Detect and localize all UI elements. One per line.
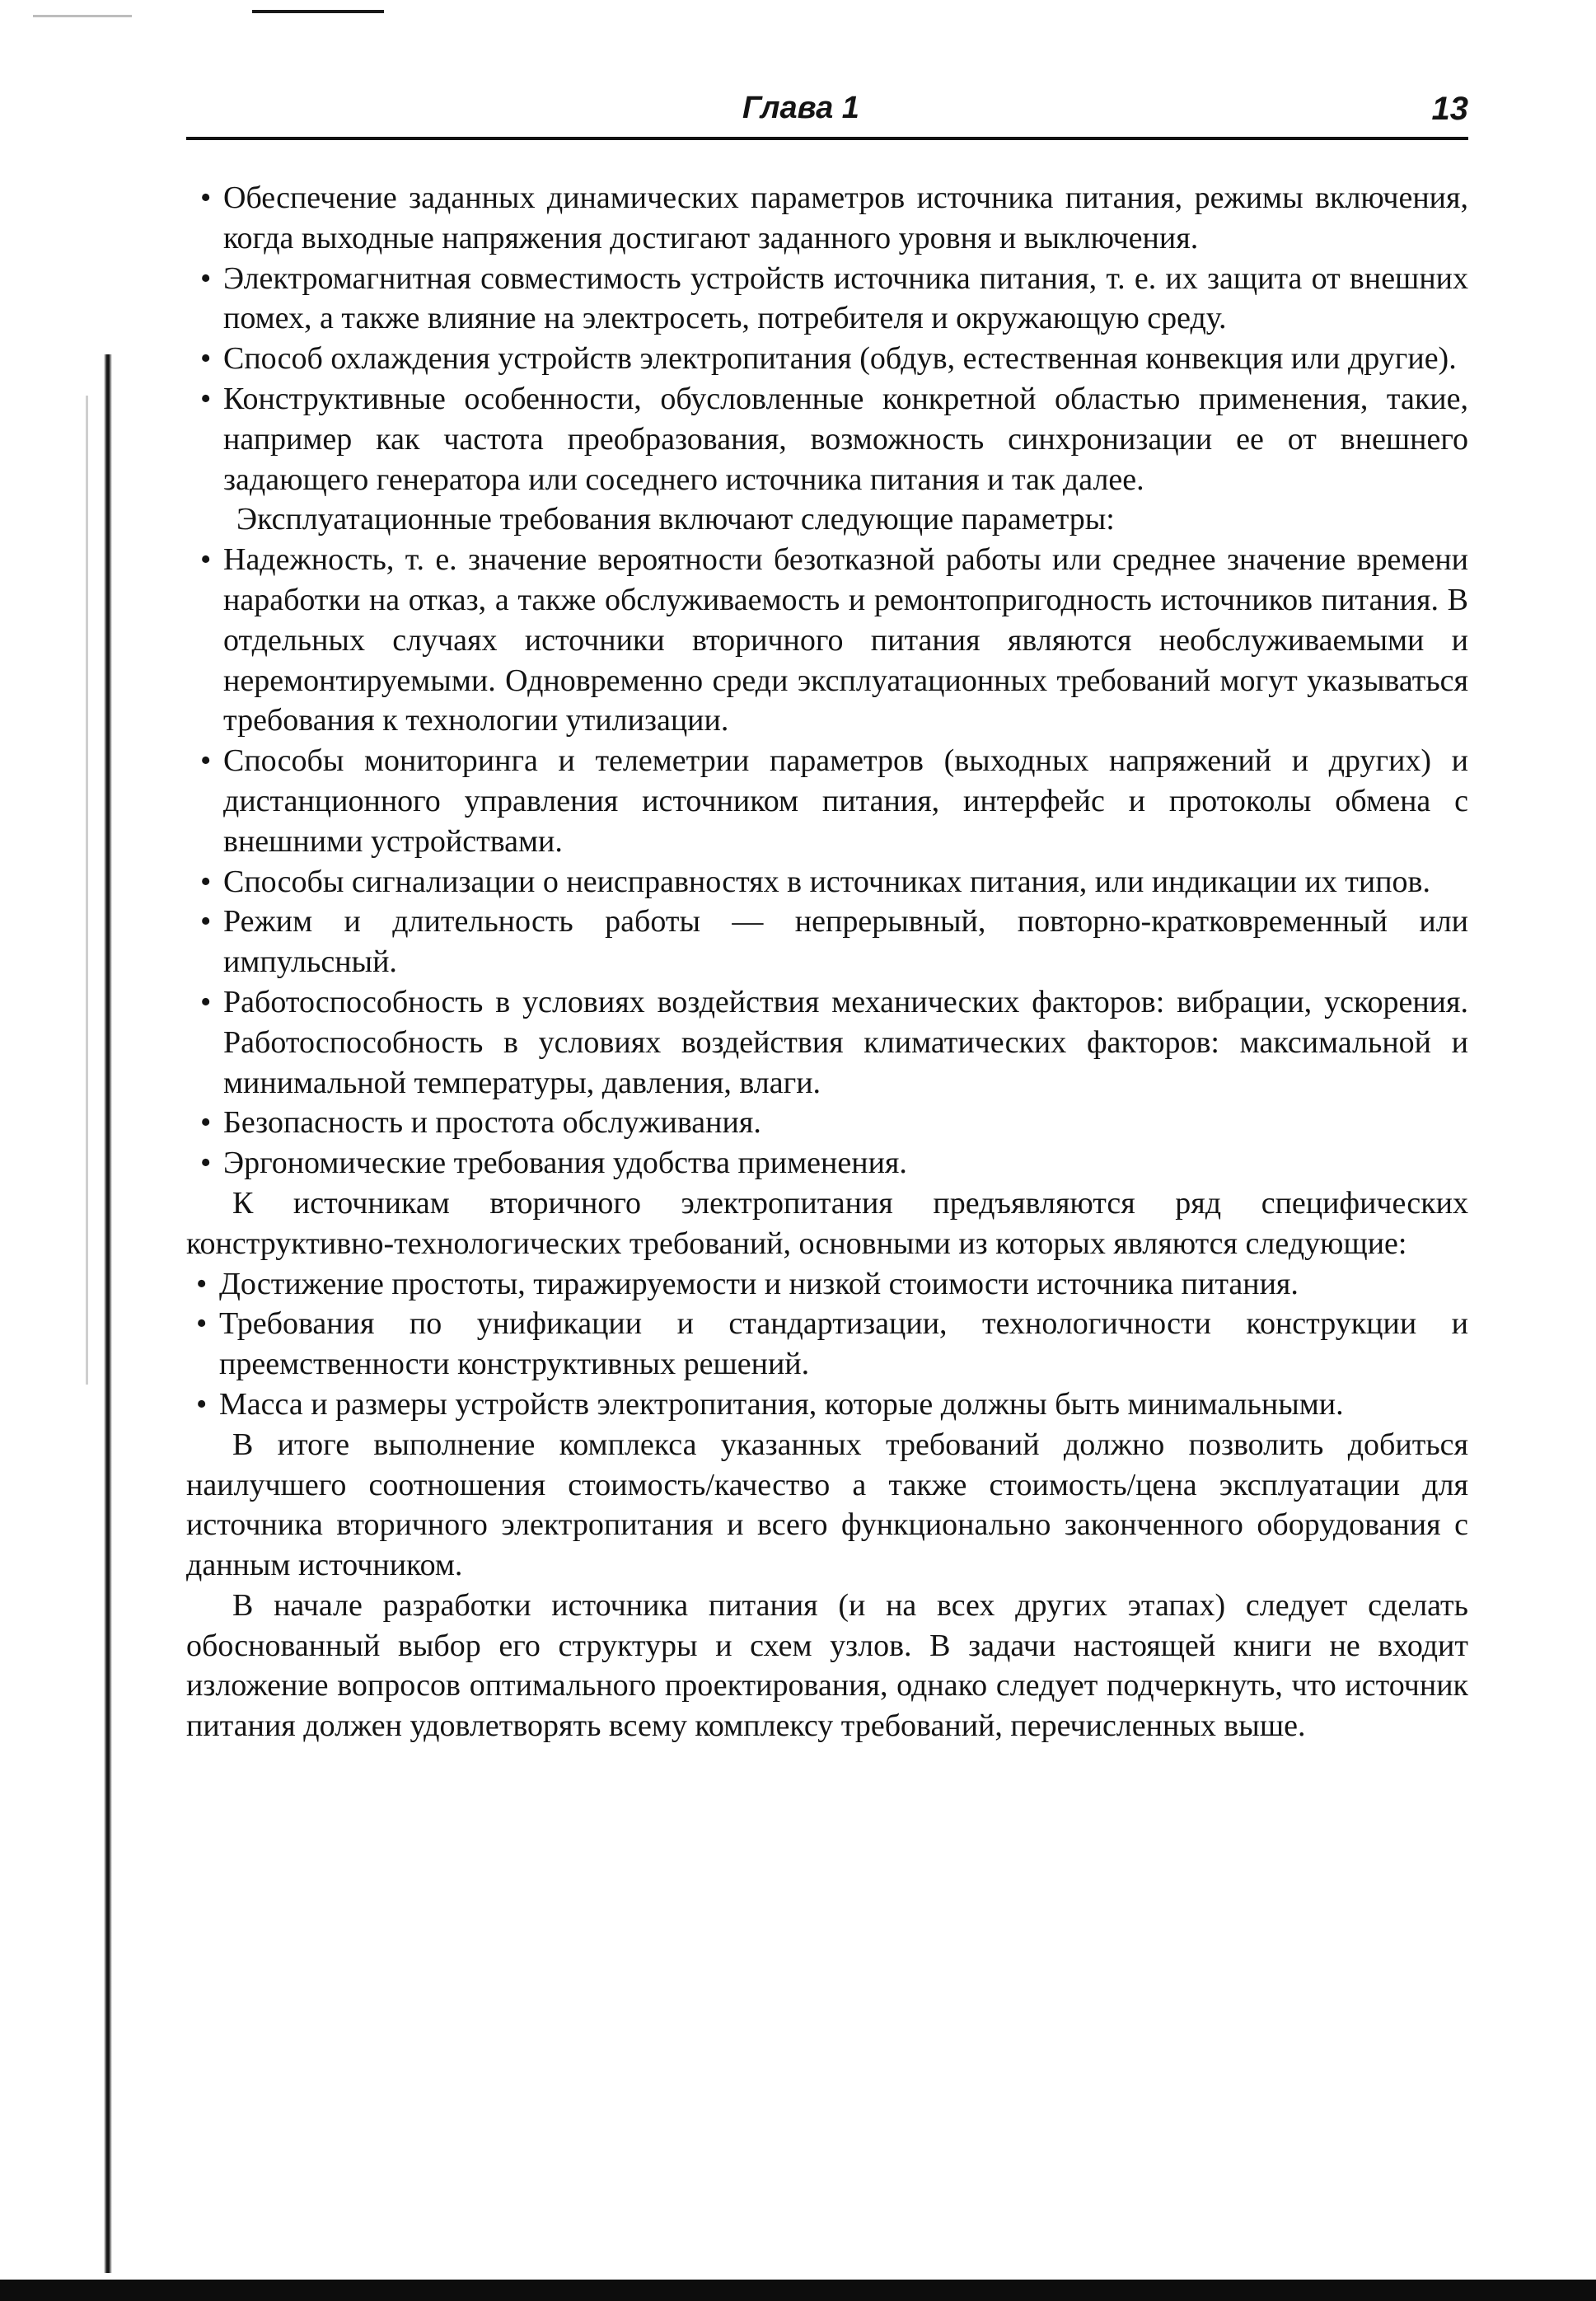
list-item: • Способ охлаждения устройств электропитания (обдув, естественная конвекция или другие).	[186, 339, 1468, 379]
page-body	[186, 178, 1468, 1746]
list-item: • Надежность, т. е. значение вероятности безотказной работы или среднее значение времени наработки на отказ, а также обслуживаемость и ремонтопригодность источников питания. В отдельных случаях источники вторичного питания являются необслуживаемыми и неремонтируемыми. Одновременно среди эксплуатационных требований могут указываться требования к технологии утилизации.	[186, 540, 1468, 741]
list-item: • Работоспособность в условиях воздействия механических факторов: вибрации, ускорения. Работоспособность в условиях воздействия климатических факторов: максимальной и минимальной температуры, давления, влаги.	[186, 982, 1468, 1103]
page-number: 13	[1431, 91, 1468, 127]
result-paragraph: В итоге выполнение комплекса указанных требований должно позволить добиться наилучшего соотношения стоимость/качество а также стоимость/цена эксплуатации для источника вторичного электропитания и всего функционально законченного оборудования с данным источником.	[186, 1427, 1468, 1583]
list-item: • Способы мониторинга и телеметрии параметров (выходных напряжений и других) и дистанционного управления источником питания, интерфейс и протоколы обмена с внешними устройствами.	[186, 741, 1468, 861]
list-item: • Масса и размеры устройств электропитания, которые должны быть минимальными.	[186, 1385, 1468, 1425]
list-item: • Эргономические требования удобства применения.	[186, 1143, 1468, 1183]
list-item: • Режим и длительность работы — непрерывный, повторно-кратковременный или импульсный.	[186, 902, 1468, 982]
list-item: • Конструктивные особенности, обусловленные конкретной областью применения, такие, например как частота преобразования, возможность синхронизации ее от внешнего задающего генератора или соседнего источника питания и так далее.	[186, 379, 1468, 499]
scan-left-shadow	[86, 396, 88, 1385]
scan-top-mark	[252, 10, 384, 13]
list-item: • Обеспечение заданных динамических параметров источника питания, режимы включения, когда выходные напряжения достигают заданного уровня и выключения.	[186, 178, 1468, 259]
list-item: • Электромагнитная совместимость устройств источника питания, т. е. их защита от внешних помех, а также влияние на электросеть, потребителя и окружающую среду.	[186, 259, 1468, 340]
bullet-list-general	[186, 178, 1468, 499]
list-item: • Требования по унификации и стандартизации, технологичности конструкции и преемственности конструктивных решений.	[186, 1304, 1468, 1385]
operational-intro: Эксплуатационные требования включают следующие параметры:	[236, 502, 1115, 537]
scan-binding-edge	[104, 354, 112, 2275]
scan-bottom-gap	[0, 2273, 1596, 2280]
scan-smudge	[33, 15, 132, 17]
design-start-paragraph: В начале разработки источника питания (и на всех других этапах) следует сделать обоснованный выбор его структуры и схем узлов. В задачи настоящей книги не входит изложение вопросов оптимального проектирования, однако следует подчеркнуть, что источник питания должен удовлетворять всему комплексу требований, перечисленных выше.	[186, 1587, 1468, 1744]
running-header	[186, 91, 1468, 140]
bullet-list-operational	[186, 540, 1468, 1183]
design-requirements-paragraph: К источникам вторичного электропитания предъявляются ряд специфических конструктивно-технологических требований, основными из которых являются следующие:	[186, 1185, 1468, 1261]
chapter-title: Глава 1	[742, 91, 859, 125]
bullet-list-design	[186, 1264, 1468, 1425]
list-item: • Способы сигнализации о неисправностях в источниках питания, или индикации их типов.	[186, 862, 1468, 902]
scan-bottom-band	[0, 2280, 1596, 2301]
list-item: • Безопасность и простота обслуживания.	[186, 1103, 1468, 1143]
list-item: • Достижение простоты, тиражируемости и низкой стоимости источника питания.	[186, 1264, 1468, 1305]
